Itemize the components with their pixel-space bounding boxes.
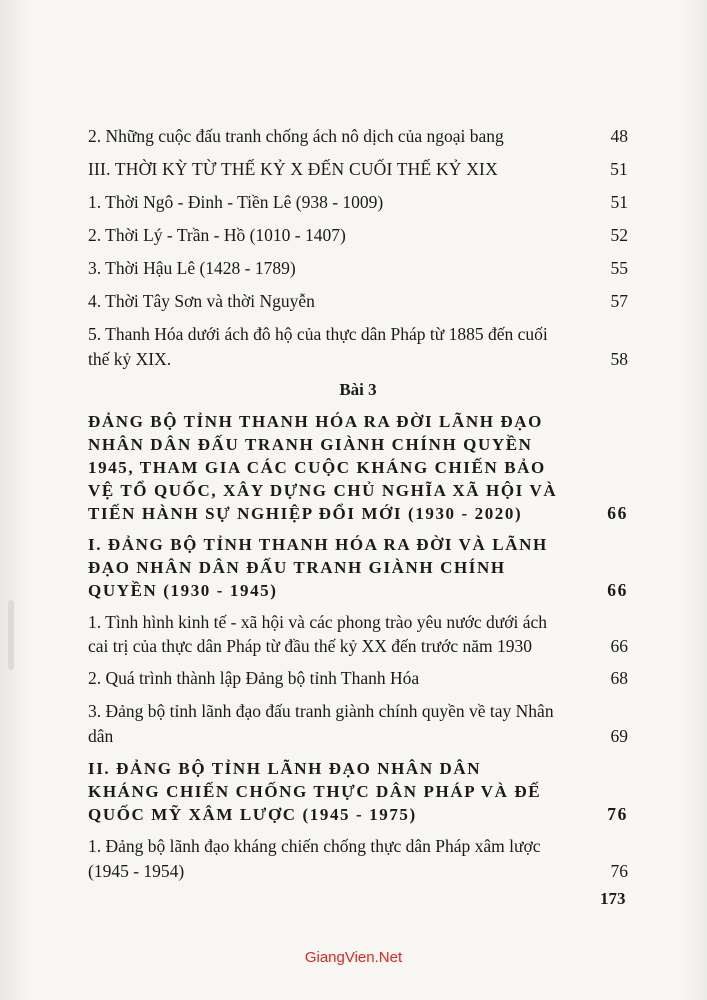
toc-entry — [88, 757, 628, 826]
toc-entry — [88, 124, 628, 149]
toc-entry — [88, 322, 628, 372]
toc-entry-text: 2. Thời Lý - Trần - Hồ (1010 - 1407) — [88, 225, 346, 245]
toc-entry-text: I. ĐẢNG BỘ TỈNH THANH HÓA RA ĐỜI VÀ LÃNH ĐẠO NHÂN DÂN ĐẤU TRANH GIÀNH CHÍNH QUYỀN (1930 - 1945) — [88, 535, 548, 600]
toc-entry-page: 48 — [610, 126, 628, 146]
toc-entry-page: 69 — [610, 726, 628, 746]
toc-entry-text: 1. Tình hình kinh tế - xã hội và các phong trào yêu nước dưới ách cai trị của thực dân Pháp từ đầu thế kỷ XX đến trước năm 1930 — [88, 612, 547, 656]
toc-entry-text: 4. Thời Tây Sơn và thời Nguyễn — [88, 291, 315, 311]
page-number: 173 — [600, 889, 626, 908]
toc-entry-text: II. ĐẢNG BỘ TỈNH LÃNH ĐẠO NHÂN DÂN KHÁNG CHIẾN CHỐNG THỰC DÂN PHÁP VÀ ĐẾ QUỐC MỸ XÂM LƯỢC (1945 - 1975) — [88, 759, 542, 824]
toc-entry — [88, 666, 628, 691]
toc-entry-page: 66 — [607, 503, 628, 523]
toc-entry-text: 1. Thời Ngô - Đinh - Tiền Lê (938 - 1009) — [88, 192, 384, 212]
toc-entry — [88, 256, 628, 281]
toc-entry — [88, 533, 628, 602]
toc-entry-page: 51 — [610, 192, 628, 212]
toc-entry — [88, 410, 628, 525]
toc-entry — [88, 157, 628, 182]
toc-entry-page: 76 — [610, 861, 628, 881]
toc-entry — [88, 190, 628, 215]
toc-entry-text: ĐẢNG BỘ TỈNH THANH HÓA RA ĐỜI LÃNH ĐẠO NHÂN DÂN ĐẤU TRANH GIÀNH CHÍNH QUYỀN 1945, THAM GIA CÁC CUỘC KHÁNG CHIẾN BẢO VỆ TỔ QUỐC, XÂY DỰNG CHỦ NGHĨA XÃ HỘI VÀ TIẾN HÀNH SỰ NGHIỆP ĐỔI MỚI (1930 - 2020) — [88, 412, 558, 523]
toc-entry-text: 3. Đảng bộ tỉnh lãnh đạo đấu tranh giành chính quyền về tay Nhân dân — [88, 701, 554, 746]
toc-entry-page: 66 — [607, 580, 628, 600]
table-of-contents — [88, 124, 628, 892]
toc-entry-text: 1. Đảng bộ lãnh đạo kháng chiến chống thực dân Pháp xâm lược (1945 - 1954) — [88, 836, 541, 881]
toc-entry-page: 57 — [610, 291, 628, 311]
toc-entry-text: III. THỜI KỲ TỪ THẾ KỶ X ĐẾN CUỐI THẾ KỶ XIX — [88, 159, 498, 179]
toc-entry — [88, 223, 628, 248]
toc-entry-text: 2. Quá trình thành lập Đảng bộ tỉnh Thanh Hóa — [88, 668, 420, 688]
toc-entry-text: 2. Những cuộc đấu tranh chống ách nô dịch của ngoại bang — [88, 126, 504, 146]
toc-entry — [88, 289, 628, 314]
toc-entry-text: 5. Thanh Hóa dưới ách đô hộ của thực dân Pháp từ 1885 đến cuối thế kỷ XIX. — [88, 324, 548, 369]
toc-entry — [88, 610, 628, 658]
toc-entry-page: 68 — [610, 668, 628, 688]
section-label: Bài 3 — [339, 380, 377, 399]
toc-entry — [88, 834, 628, 884]
toc-entry-page: 66 — [610, 636, 628, 656]
watermark-text: GiangVien.Net — [304, 949, 403, 966]
toc-entry-page: 55 — [610, 258, 628, 278]
toc-entry-page: 52 — [610, 225, 628, 245]
toc-entry-text: 3. Thời Hậu Lê (1428 - 1789) — [88, 258, 296, 278]
page-edge-mark — [8, 600, 14, 670]
toc-entry-page: 51 — [610, 159, 628, 179]
toc-entry — [88, 699, 628, 749]
toc-entry-page: 76 — [607, 804, 628, 824]
toc-entry-page: 58 — [610, 349, 628, 369]
